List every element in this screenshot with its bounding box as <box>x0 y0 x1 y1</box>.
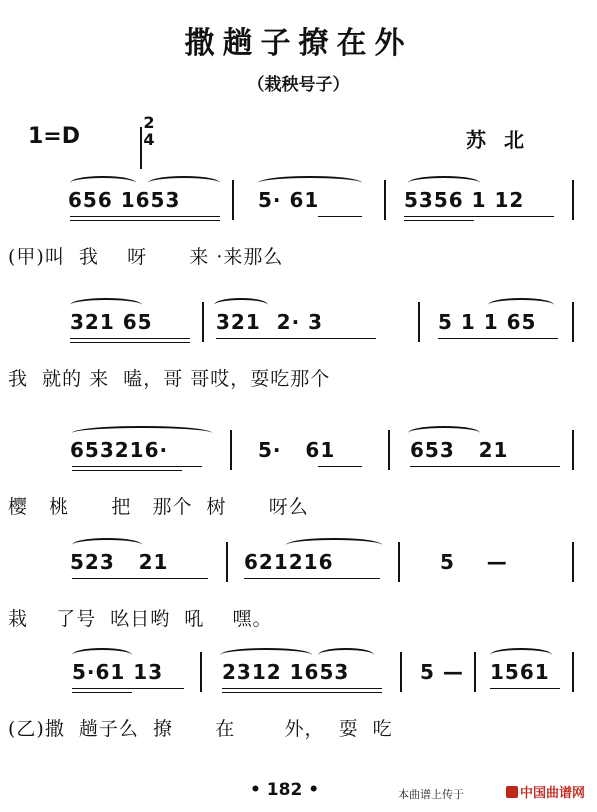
measure: 653 21 <box>410 438 509 462</box>
measure: 5 — <box>440 550 508 574</box>
measure: 5 1 1 65 <box>438 310 537 334</box>
upload-note: 本曲谱上传于 <box>398 788 464 801</box>
song-origin: 苏北 <box>466 128 542 152</box>
measure: 621216 <box>244 550 334 574</box>
song-subtitle: （栽秧号子） <box>247 75 350 95</box>
lyrics-line: (乙)撒 趟子么 撩 在 外， 耍 吃 <box>8 718 393 740</box>
measure: 5· 61 <box>258 188 320 212</box>
measure: 1561 <box>490 660 550 684</box>
song-title: 撒趟子撩在外 <box>184 26 413 61</box>
measure: 523 21 <box>70 550 169 574</box>
measure: 321 65 <box>70 310 153 334</box>
lyrics-line: 我 就的 来 嗑，哥 哥哎，耍吃那个 <box>8 368 331 390</box>
measure: 656 1653 <box>68 188 181 212</box>
page-number: • 182 • <box>250 780 320 800</box>
site-logo-text: 中国曲谱网 <box>520 786 586 801</box>
meter-top: 2 <box>143 113 155 132</box>
measure: 653216· <box>70 438 169 462</box>
measure: 2312 1653 <box>222 660 350 684</box>
site-logo <box>506 782 585 801</box>
site-logo-icon <box>506 786 518 798</box>
measure: 5356 1 12 <box>404 188 525 212</box>
measure: 321 2· 3 <box>216 310 324 334</box>
measure: 5 — <box>420 660 464 684</box>
time-signature <box>140 114 158 148</box>
measure: 5·61 13 <box>72 660 164 684</box>
lyrics-line: 栽 了号 吆日哟 吼 嘿。 <box>8 608 273 630</box>
measure: 5· 61 <box>258 438 336 462</box>
key-signature: 1=D <box>28 124 81 149</box>
lyrics-line: 樱 桃 把 那个 树 呀么 <box>8 496 309 518</box>
lyrics-line: (甲)叫 我 呀 来 ·来那么 <box>8 246 284 268</box>
meter-bottom: 4 <box>143 130 155 149</box>
